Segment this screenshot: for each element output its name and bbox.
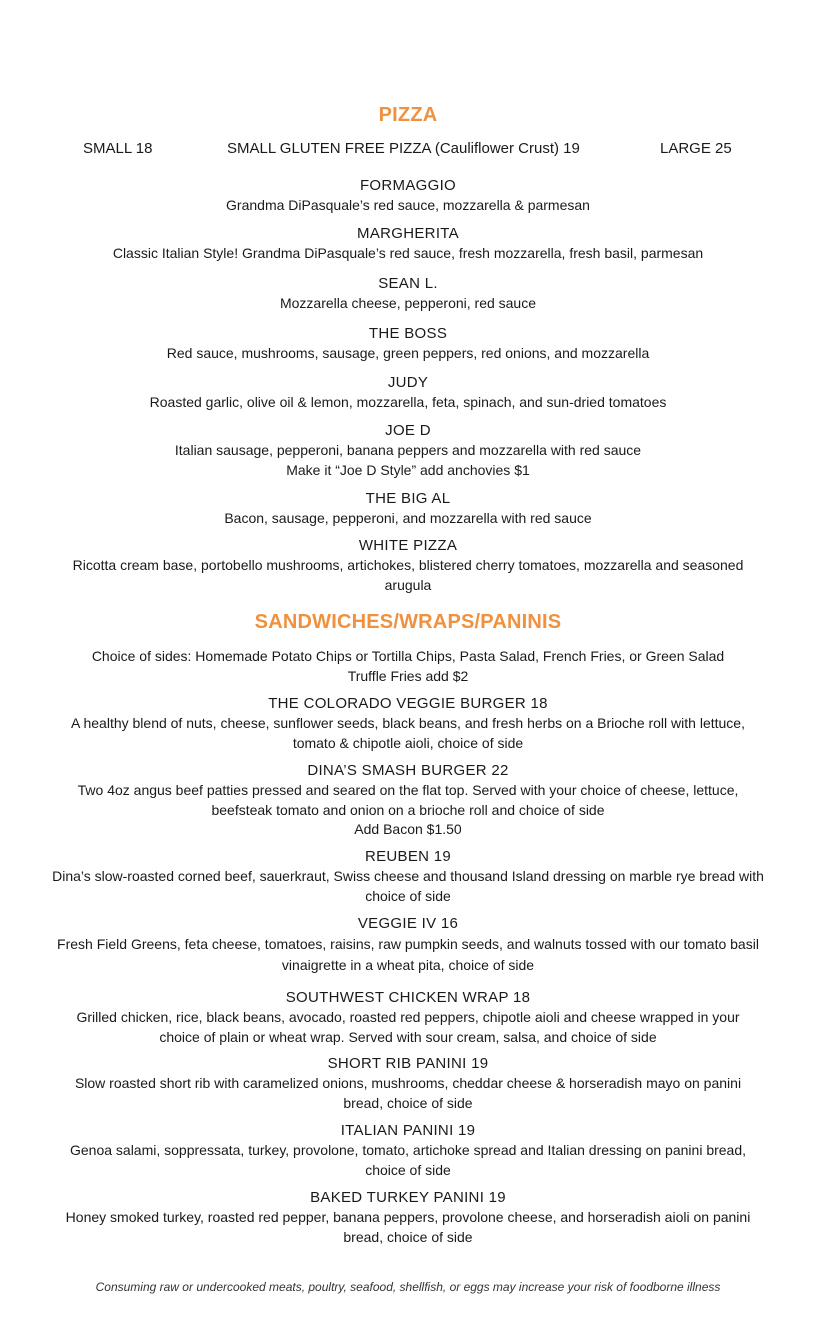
size-large: LARGE 25 bbox=[660, 140, 732, 157]
item-description: Bacon, sausage, pepperoni, and mozzarella with red sauce bbox=[224, 510, 592, 526]
item-name: BAKED TURKEY PANINI 19 bbox=[310, 1189, 506, 1206]
item-note: Add Bacon $1.50 bbox=[354, 821, 462, 837]
item-name: ITALIAN PANINI 19 bbox=[340, 1122, 476, 1139]
menu-item bbox=[0, 761, 816, 840]
size-small: SMALL 18 bbox=[83, 140, 153, 157]
item-description: Fresh Field Greens, feta cheese, tomatoes, raisins, raw pumpkin seeds, and walnuts tossed with our tomato basil vinaigrette in a wheat pita, choice of side bbox=[57, 936, 759, 973]
menu-item bbox=[0, 324, 816, 364]
item-name: MARGHERITA bbox=[357, 225, 459, 242]
size-gluten-free: SMALL GLUTEN FREE PIZZA (Cauliflower Crust) 19 bbox=[227, 140, 580, 157]
item-description: Two 4oz angus beef patties pressed and seared on the flat top. Served with your choice of cheese, lettuce, beefsteak tomato and onion on a brioche roll and choice of side bbox=[77, 782, 739, 818]
item-name: THE BIG AL bbox=[365, 490, 451, 507]
menu-item bbox=[0, 421, 816, 480]
item-name: DINA’S SMASH BURGER 22 bbox=[307, 762, 509, 779]
item-description: Grilled chicken, rice, black beans, avocado, roasted red peppers, chipotle aioli and cheese wrapped in your choice of plain or wheat wrap. Served with sour cream, salsa, and choice of side bbox=[76, 1009, 740, 1045]
item-description: Mozzarella cheese, pepperoni, red sauce bbox=[279, 295, 537, 311]
menu-item bbox=[0, 1188, 816, 1247]
item-description: A healthy blend of nuts, cheese, sunflower seeds, black beans, and fresh herbs on a Brioche roll with lettuce, tomato & chipotle aioli, choice of side bbox=[71, 715, 745, 751]
item-description: Dina’s slow-roasted corned beef, sauerkraut, Swiss cheese and thousand Island dressing on marble rye bread with choice of side bbox=[52, 868, 764, 904]
food-safety-notice: Consuming raw or undercooked meats, poultry, seafood, shellfish, or eggs may increase your risk of foodborne illness bbox=[95, 1280, 721, 1294]
menu-item bbox=[0, 694, 816, 753]
item-description: Genoa salami, soppressata, turkey, provolone, tomato, artichoke spread and Italian dressing on panini bread, choice of side bbox=[69, 1142, 747, 1178]
item-name: JOE D bbox=[385, 422, 431, 439]
item-description: Grandma DiPasquale’s red sauce, mozzarella & parmesan bbox=[226, 197, 590, 213]
menu-item bbox=[0, 176, 816, 216]
item-note: Make it “Joe D Style” add anchovies $1 bbox=[286, 461, 530, 478]
menu-item bbox=[0, 847, 816, 906]
sides-text: Choice of sides: Homemade Potato Chips or Tortilla Chips, Pasta Salad, French Fries, or Green Salad bbox=[91, 648, 725, 664]
menu-item bbox=[0, 489, 816, 529]
item-name: SEAN L. bbox=[378, 275, 438, 292]
menu-item bbox=[0, 274, 816, 314]
menu-item bbox=[0, 1121, 816, 1180]
item-name: SOUTHWEST CHICKEN WRAP 18 bbox=[285, 989, 531, 1006]
item-name: FORMAGGIO bbox=[359, 177, 457, 194]
item-name: THE COLORADO VEGGIE BURGER 18 bbox=[268, 695, 548, 712]
menu-item bbox=[0, 373, 816, 413]
sandwiches-section-title: SANDWICHES/WRAPS/PANINIS bbox=[254, 611, 562, 633]
menu-item bbox=[0, 914, 816, 976]
item-description: Honey smoked turkey, roasted red pepper, banana peppers, provolone cheese, and horseradish aioli on panini bread, choice of side bbox=[65, 1209, 751, 1245]
pizza-section-title: PIZZA bbox=[378, 104, 438, 126]
pizza-sizes bbox=[0, 140, 816, 160]
item-name: WHITE PIZZA bbox=[358, 537, 458, 554]
item-name: VEGGIE IV 16 bbox=[357, 915, 459, 932]
sides-note: Truffle Fries add $2 bbox=[347, 667, 469, 684]
item-description: Classic Italian Style! Grandma DiPasquale’s red sauce, fresh mozzarella, fresh basil, parmesan bbox=[112, 245, 704, 261]
menu-item bbox=[0, 536, 816, 595]
item-description: Roasted garlic, olive oil & lemon, mozzarella, feta, spinach, and sun-dried tomatoes bbox=[149, 394, 667, 410]
item-description: Ricotta cream base, portobello mushrooms, artichokes, blistered cherry tomatoes, mozzarella and seasoned arugula bbox=[72, 557, 744, 593]
item-description: Slow roasted short rib with caramelized onions, mushrooms, cheddar cheese & horseradish mayo on panini bread, choice of side bbox=[74, 1075, 742, 1111]
sides-info bbox=[0, 647, 816, 686]
menu-item bbox=[0, 1054, 816, 1113]
item-description: Italian sausage, pepperoni, banana peppers and mozzarella with red sauce bbox=[174, 442, 642, 458]
menu-item bbox=[0, 224, 816, 264]
item-name: THE BOSS bbox=[368, 325, 448, 342]
item-description: Red sauce, mushrooms, sausage, green peppers, red onions, and mozzarella bbox=[166, 345, 650, 361]
item-name: SHORT RIB PANINI 19 bbox=[327, 1055, 489, 1072]
item-name: REUBEN 19 bbox=[364, 848, 452, 865]
menu-item bbox=[0, 988, 816, 1047]
item-name: JUDY bbox=[387, 374, 429, 391]
